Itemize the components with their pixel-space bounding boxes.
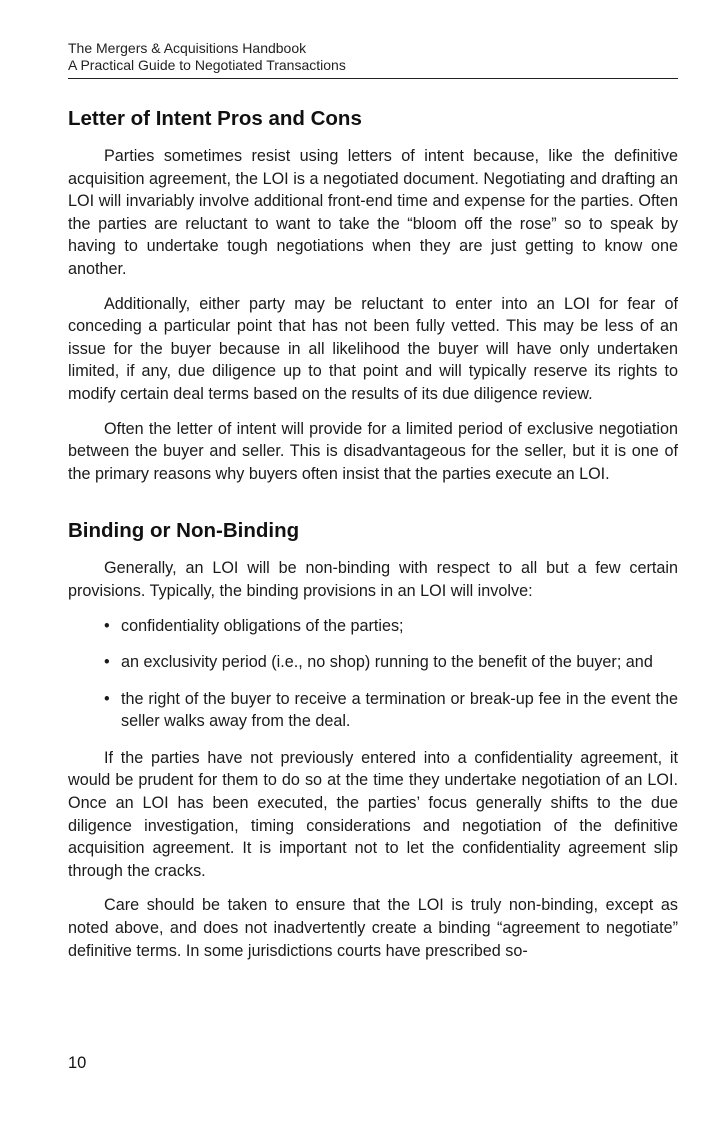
list-item	[68, 615, 678, 638]
bullet-icon: •	[104, 689, 110, 708]
section-heading-binding: Binding or Non-Binding	[68, 519, 300, 543]
book-subtitle: A Practical Guide to Negotiated Transactions	[68, 57, 346, 73]
list-item-text: an exclusivity period (i.e., no shop) running to the benefit of the buyer; and	[121, 653, 653, 672]
body-paragraph: If the parties have not previously entered into a confidentiality agreement, it would be prudent for them to do so at the time they undertake negotiation of an LOI. Once an LOI has been executed, the parties’ focus generally shifts to the due diligence investigation, timing considerations and negotiation of the definitive acquisition agreement. It is important not to let the confidentiality agreement slip through the cracks.	[68, 748, 678, 880]
page-number: 10	[68, 1054, 87, 1072]
body-paragraph: Care should be taken to ensure that the LOI is truly non-binding, except as noted above, and does not inadvertently create a binding “agreement to negotiate” definitive terms. In some jurisdictions courts have prescribed so-	[68, 896, 678, 960]
bullet-icon: •	[104, 616, 110, 635]
body-paragraph: Parties sometimes resist using letters of intent because, like the definitive acquisition agreement, the LOI is a negotiated document. Negotiating and drafting an LOI will invariably involve additional front-end time and expense for the parties. Often the parties are reluctant to want to take the “bloom off the rose” so to speak by having to undertake tough negotiations when they are just getting to know one another.	[68, 147, 678, 278]
body-paragraph: Generally, an LOI will be non-binding with respect to all but a few certain provisions. Typically, the binding provisions in an LOI will involve:	[68, 559, 678, 600]
book-page	[68, 40, 678, 974]
binding-provisions-list	[68, 615, 678, 733]
list-item	[68, 651, 678, 674]
list-item-text: the right of the buyer to receive a termination or break-up fee in the event the seller walks away from the deal.	[121, 689, 678, 731]
header-divider	[68, 78, 678, 79]
body-paragraph: Additionally, either party may be reluctant to enter into an LOI for fear of conceding a particular point that has not been fully vetted. This may be less of an issue for the buyer because in all likelihood the buyer will have only undertaken limited, if any, due diligence up to that point and will typically reserve its rights to modify certain deal terms based on the results of its due diligence review.	[68, 294, 678, 403]
section-heading-pros-cons: Letter of Intent Pros and Cons	[68, 107, 362, 130]
list-item-text: confidentiality obligations of the parties;	[121, 616, 404, 635]
bullet-icon: •	[104, 653, 110, 672]
body-paragraph: Often the letter of intent will provide for a limited period of exclusive negotiation between the buyer and seller. This is disadvantageous for the seller, but it is one of the primary reasons why buyers often insist that the parties execute an LOI.	[68, 419, 678, 483]
book-title: The Mergers & Acquisitions Handbook	[68, 40, 307, 56]
list-item	[68, 688, 678, 733]
running-header	[68, 40, 678, 74]
